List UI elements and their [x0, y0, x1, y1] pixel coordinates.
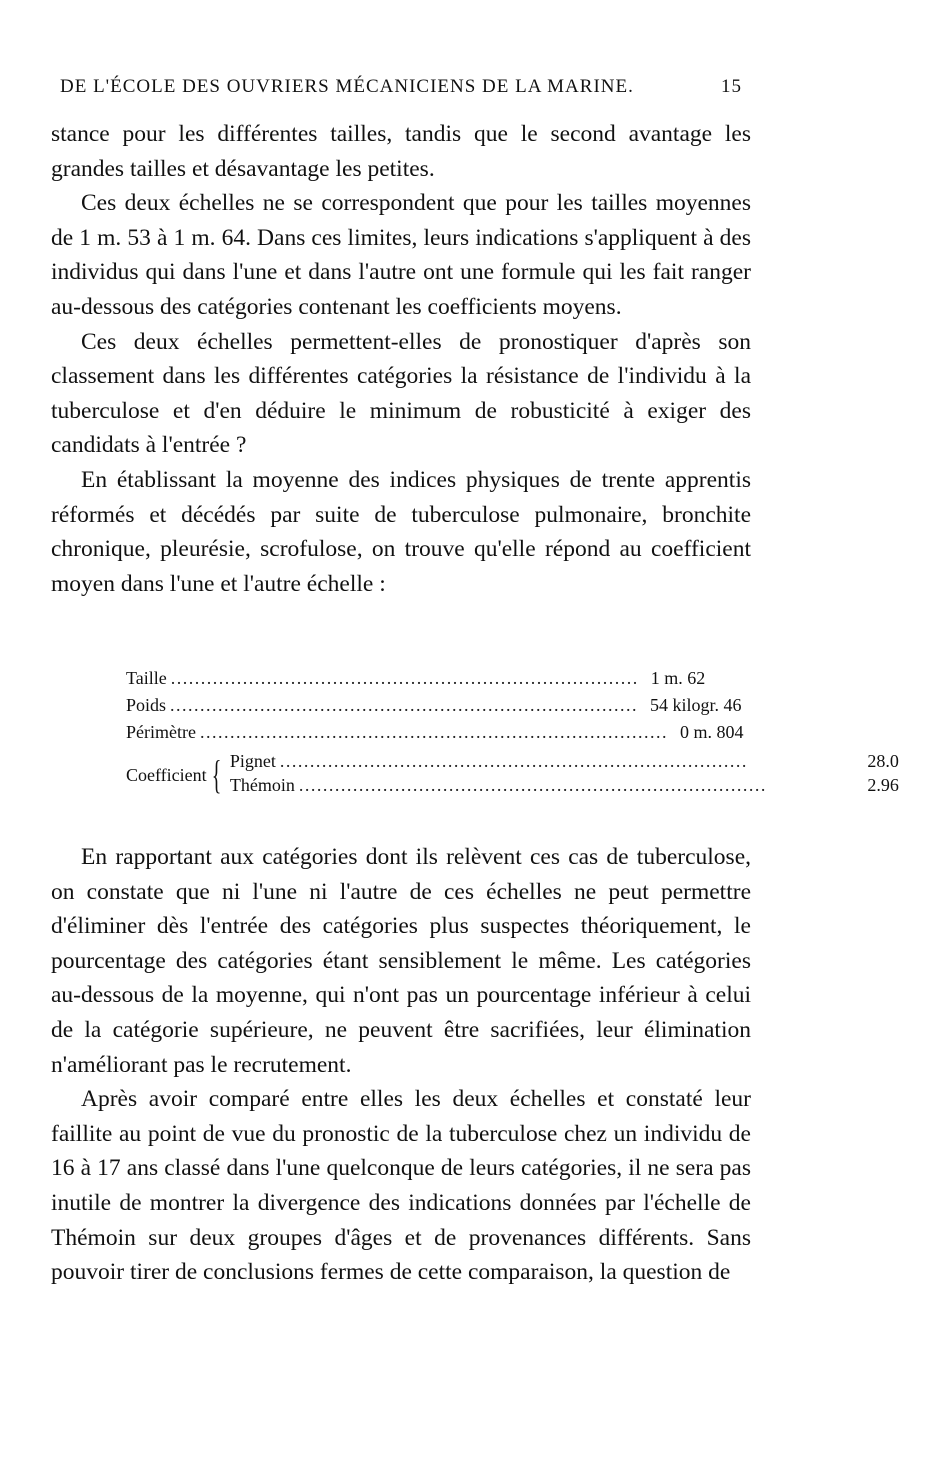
- row-value: 28.0: [867, 751, 899, 771]
- coefficient-label: Coefficient: [126, 764, 207, 785]
- coefficient-rows: [230, 751, 939, 799]
- body-text-top: [51, 117, 751, 601]
- table-row: Taille .............................................................................. 1 m. 62: [126, 668, 706, 688]
- paragraph: Ces deux échelles ne se correspondent que pour les tailles moyennes de 1 m. 53 à 1 m. 64. Dans ces limites, leurs indications s'appliquent à des individus qui dans l'une et dans l'autre ont une formule qui les fait ranger au-dessous des catégories contenant les coefficients moyens.: [51, 190, 751, 320]
- row-label: Pignet: [229, 751, 276, 771]
- paragraph: En établissant la moyenne des indices physiques de trente apprentis réformés et décédés par suite de tuberculose pulmonaire, bronchite chronique, pleurésie, scrofulose, on trouve qu'elle répond au coefficient moyen dans l'une et l'autre échelle :: [51, 466, 751, 597]
- row-label: Taille: [126, 668, 167, 688]
- coefficient-group: [126, 751, 899, 799]
- row-value: 2.96: [867, 775, 899, 795]
- row-value: 0 m. 804: [679, 722, 744, 742]
- brace-glyph: {: [211, 752, 222, 797]
- row-label: Poids: [126, 695, 167, 715]
- table-row: Pignet .............................................................................. 28.0: [230, 751, 939, 775]
- measurements-table: [126, 668, 899, 799]
- row-label: Thémoin: [229, 775, 295, 795]
- running-title: DE L'ÉCOLE DES OUVRIERS MÉCANICIENS DE LA MARINE.: [60, 76, 634, 97]
- running-header: [60, 76, 742, 98]
- table-row: Poids .............................................................................. 54 kilogr. 46: [126, 695, 742, 715]
- page-number: 15: [721, 76, 742, 97]
- paragraph: En rapportant aux catégories dont ils relèvent ces cas de tuberculose, on constate que ni l'une ni l'autre de ces échelles ne peut permettre d'éliminer dès l'entrée des catégories plus suspectes théoriquement, le pourcentage des catégories étant sensiblement le même. Les catégories au-dessous de la moyenne, qui n'ont pas un pourcentage inférieur à celui de la catégorie supérieure, ne peuvent être sacrifiées, leur élimination n'améliorant pas le recrutement.: [51, 844, 751, 1078]
- paragraph: Ces deux échelles permettent-elles de pronostiquer d'après son classement dans les différentes catégories la résistance de l'individu à la tuberculose et d'en déduire le minimum de robusticité à exiger des candidats à l'entrée ?: [51, 328, 751, 459]
- paragraph: Après avoir comparé entre elles les deux échelles et constaté leur faillite au point de vue du pronostic de la tuberculose chez un individu de 16 à 17 ans classé dans l'une quelconque de leurs catégories, il ne sera pas inutile de montrer la divergence des indications données par l'échelle de Thémoin sur deux groupes d'âges et de provenances différents. Sans pouvoir tirer de conclusions fermes de cette comparaison, la question de: [51, 1086, 751, 1286]
- row-value: 54 kilogr. 46: [650, 695, 742, 715]
- row-value: 1 m. 62: [650, 668, 706, 688]
- paragraph: stance pour les différentes tailles, tandis que le second avantage les grandes tailles et désavantage les petites.: [51, 121, 751, 182]
- body-text-bottom: [51, 840, 751, 1290]
- row-label: Périmètre: [126, 722, 196, 742]
- table-row: Périmètre .............................................................................. 0 m. 804: [126, 722, 744, 742]
- table-row: Thémoin .............................................................................. 2.96: [230, 775, 939, 799]
